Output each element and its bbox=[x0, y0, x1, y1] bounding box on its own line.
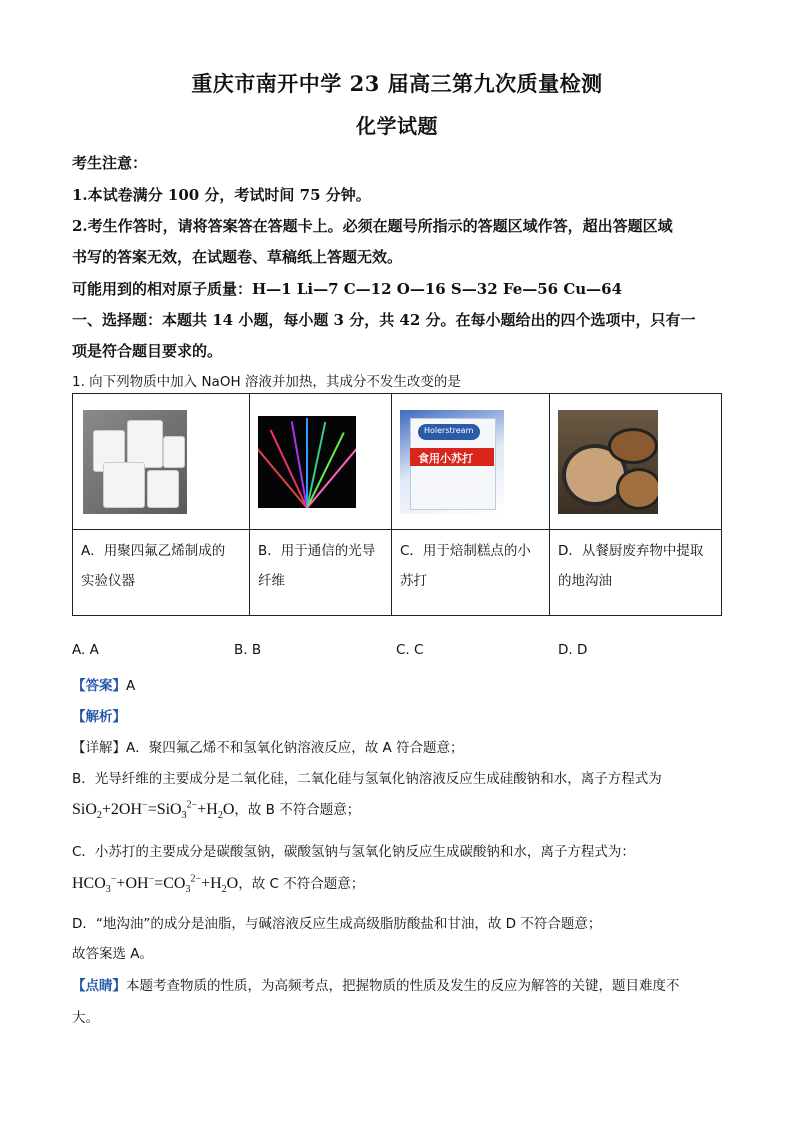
notice-item-2-line2: 书写的答案无效，在试题卷、草稿纸上答题无效。 bbox=[72, 248, 403, 266]
equation-b-suffix: ，故 B 不符合题意； bbox=[234, 802, 361, 818]
comment-line1 bbox=[72, 974, 680, 994]
optical-fiber-photo bbox=[258, 416, 356, 508]
option-c-caption: C．用于焙制糕点的小 苏打 bbox=[392, 530, 550, 616]
answer-value: A bbox=[126, 678, 136, 694]
option-a-caption: A．用聚四氟乙烯制成的 实验仪器 bbox=[73, 530, 250, 616]
ptfe-labware-photo bbox=[83, 410, 187, 514]
answer-line bbox=[72, 674, 135, 694]
detail-b: B．光导纤维的主要成分是二氧化硅，二氧化硅与氢氧化钠溶液反应生成硅酸钠和水，离子方程式为 bbox=[72, 771, 662, 787]
conclusion: 故答案选 A。 bbox=[72, 946, 154, 962]
answer-label: 【答案】 bbox=[72, 678, 126, 694]
analysis-line bbox=[72, 705, 126, 725]
equation-c-suffix: ，故 C 不符合题意； bbox=[238, 876, 365, 892]
photo-band-text: 食用小苏打 bbox=[418, 452, 473, 465]
equation-b: $SiO_2+2OH^-=SiO_3^{2-}+H_2O$ bbox=[72, 799, 235, 822]
notice-item-2-line1: 2.考生作答时，请将答案答在答题卡上。必须在题号所指示的答题区域作答，超出答题区域 bbox=[72, 217, 673, 235]
atomic-masses: 可能用到的相对原子质量：H—1 Li—7 C—12 O—16 S—32 Fe—56 Cu—64 bbox=[72, 280, 623, 298]
option-b-image-cell bbox=[250, 394, 392, 530]
exam-subtitle: 化学试题 bbox=[356, 114, 438, 138]
question-1-stem: 1. 向下列物质中加入 NaOH 溶液并加热，其成分不发生改变的是 bbox=[72, 374, 461, 390]
comment-label: 【点睛】 bbox=[72, 978, 126, 994]
equation-c-line bbox=[72, 872, 364, 895]
notice-item-1: 1.本试卷满分 100 分，考试时间 75 分钟。 bbox=[72, 186, 371, 204]
option-d-image-cell bbox=[550, 394, 722, 530]
option-c-image-cell bbox=[392, 394, 550, 530]
notice-heading: 考生注意： bbox=[72, 154, 148, 172]
comment-text: 本题考查物质的性质，为高频考点，把握物质的性质及发生的反应为解答的关键，题目难度不 bbox=[126, 978, 680, 994]
waste-oil-pots-photo bbox=[558, 410, 658, 514]
exam-title: 重庆市南开中学 23 届高三第九次质量检测 bbox=[191, 71, 603, 96]
option-b-caption: B．用于通信的光导 纤维 bbox=[250, 530, 392, 616]
equation-b-line bbox=[72, 798, 360, 821]
detail-d: D．“地沟油”的成分是油脂，与碱溶液反应生成高级脂肪酸盐和甘油，故 D 不符合题意； bbox=[72, 916, 602, 932]
comment-line2: 大。 bbox=[72, 1010, 99, 1026]
choice-d[interactable]: D. D bbox=[558, 642, 588, 658]
option-d-caption: D．从餐厨废弃物中提取 的地沟油 bbox=[550, 530, 722, 616]
baking-soda-bag-photo bbox=[400, 410, 504, 514]
choice-c[interactable]: C. C bbox=[396, 642, 424, 658]
detail-c: C．小苏打的主要成分是碳酸氢钠，碳酸氢钠与氢氧化钠反应生成碳酸钠和水，离子方程式为： bbox=[72, 844, 635, 860]
photo-brand-text: Holerstream bbox=[424, 426, 474, 435]
option-a-image-cell bbox=[73, 394, 250, 530]
detail-a: A．聚四氟乙烯不和氢氧化钠溶液反应，故 A 符合题意； bbox=[126, 740, 464, 756]
analysis-label: 【解析】 bbox=[72, 709, 126, 725]
equation-c: $HCO_3^-+OH^-=CO_3^{2-}+H_2O$ bbox=[72, 873, 239, 896]
section-1-line1: 一、选择题：本题共 14 小题，每小题 3 分，共 42 分。在每小题给出的四个选项中，只有一 bbox=[72, 311, 696, 329]
section-1-line2: 项是符合题目要求的。 bbox=[72, 342, 223, 360]
question-1-options-table bbox=[72, 393, 722, 616]
detail-a-line bbox=[72, 736, 464, 756]
choice-a[interactable]: A. A bbox=[72, 642, 99, 658]
detail-label: 【详解】 bbox=[72, 740, 126, 756]
choice-b[interactable]: B. B bbox=[234, 642, 262, 658]
